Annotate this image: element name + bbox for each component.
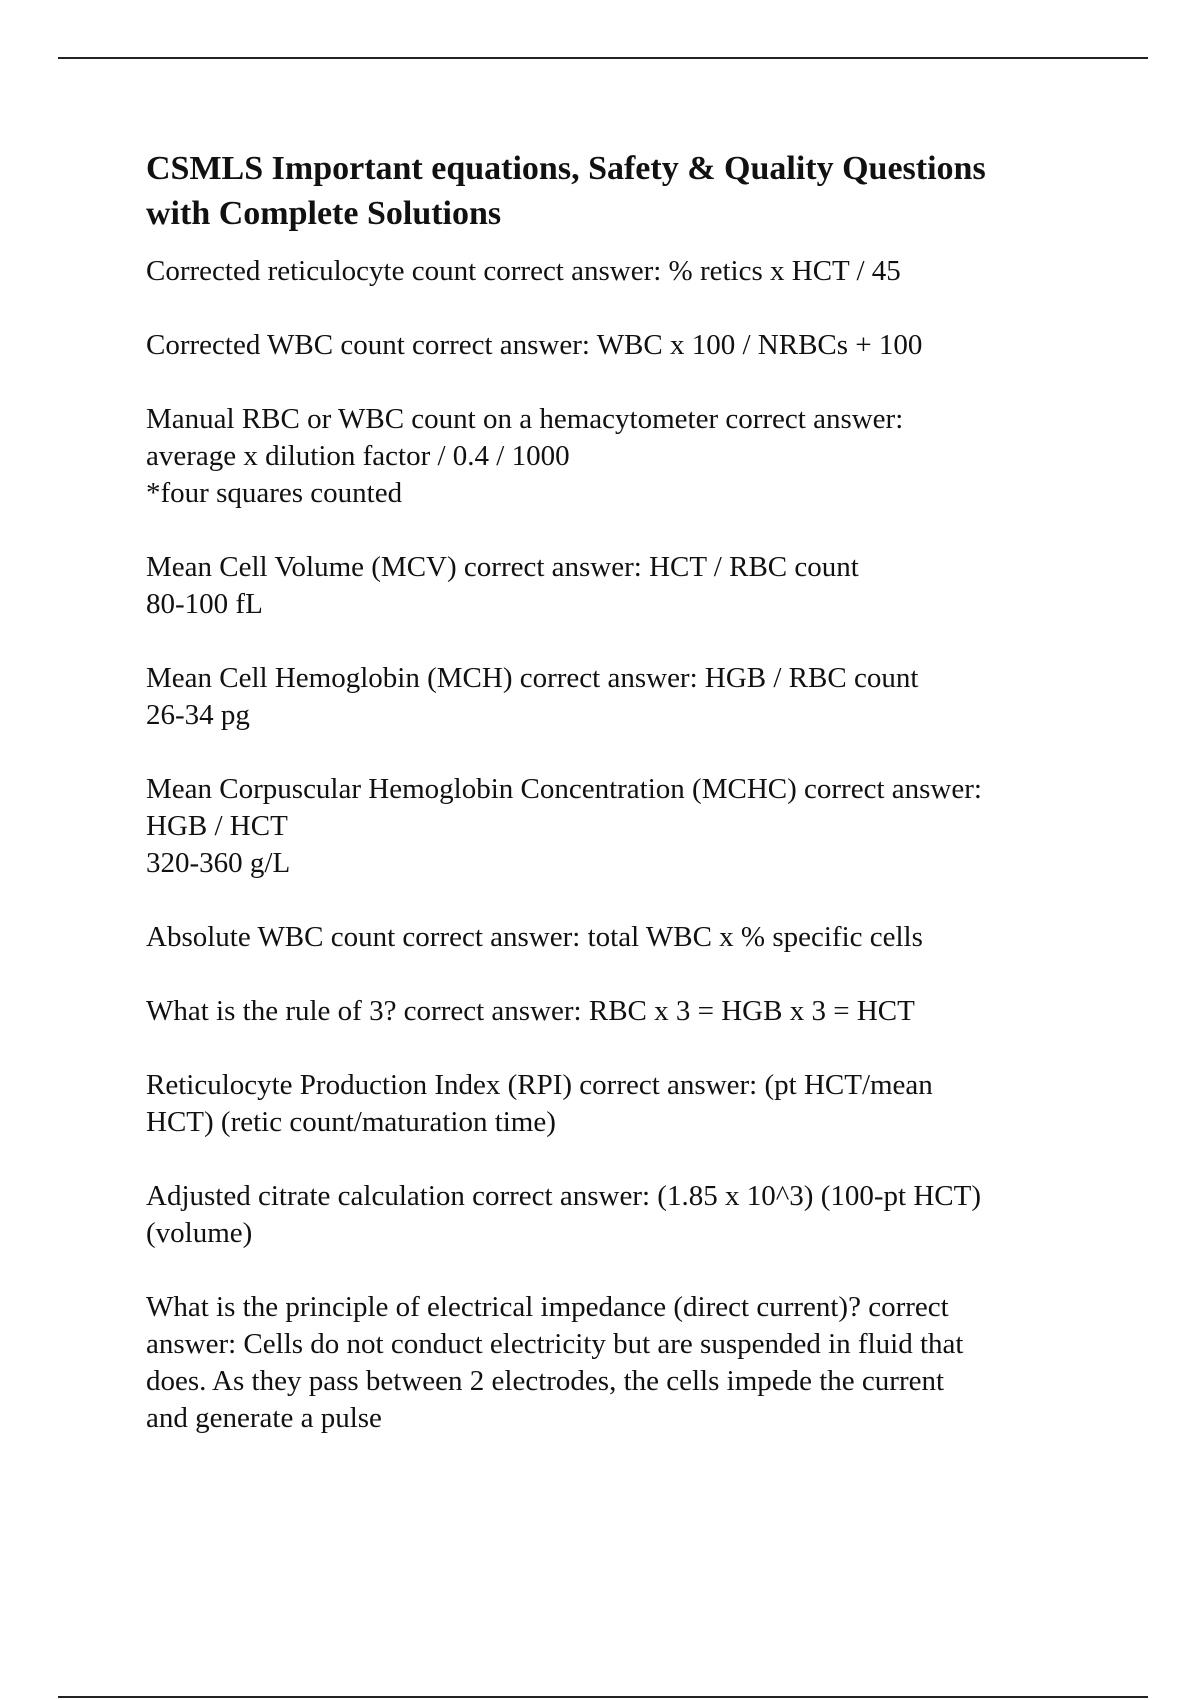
header-rule	[58, 57, 1148, 59]
qa-line: Mean Cell Volume (MCV) correct answer: HCT / RBC count	[146, 551, 859, 583]
qa-item	[146, 1178, 1096, 1252]
qa-item	[146, 253, 1096, 290]
qa-item	[146, 993, 1096, 1030]
qa-line: Mean Cell Hemoglobin (MCH) correct answer: HGB / RBC count	[146, 662, 919, 694]
footer-rule	[58, 1696, 1148, 1698]
qa-line: Adjusted citrate calculation correct answer: (1.85 x 10^3) (100-pt HCT)	[146, 1180, 981, 1212]
document-body	[146, 146, 1096, 1474]
qa-line: average x dilution factor / 0.4 / 1000	[146, 440, 570, 472]
qa-item	[146, 549, 1096, 623]
qa-item	[146, 919, 1096, 956]
qa-line: HCT) (retic count/maturation time)	[146, 1106, 556, 1138]
qa-line: does. As they pass between 2 electrodes, the cells impede the current	[146, 1365, 945, 1397]
qa-item	[146, 771, 1096, 882]
qa-line: Absolute WBC count correct answer: total WBC x % specific cells	[146, 921, 923, 953]
qa-list	[146, 253, 1096, 1437]
document-title	[146, 146, 1096, 236]
qa-item	[146, 660, 1096, 734]
qa-line: What is the rule of 3? correct answer: RBC x 3 = HGB x 3 = HCT	[146, 995, 915, 1027]
qa-line: and generate a pulse	[146, 1402, 382, 1434]
qa-line: (volume)	[146, 1217, 253, 1249]
qa-line: 80-100 fL	[146, 588, 263, 620]
qa-item	[146, 1067, 1096, 1141]
title-line: CSMLS Important equations, Safety & Quality Questions	[146, 150, 986, 187]
qa-line: Corrected WBC count correct answer: WBC x 100 / NRBCs + 100	[146, 329, 923, 361]
qa-line: *four squares counted	[146, 477, 403, 509]
qa-item	[146, 1289, 1096, 1437]
qa-line: Manual RBC or WBC count on a hemacytometer correct answer:	[146, 403, 904, 435]
qa-line: 320-360 g/L	[146, 847, 291, 879]
title-line: with Complete Solutions	[146, 195, 502, 232]
qa-line: Mean Corpuscular Hemoglobin Concentration (MCHC) correct answer:	[146, 773, 982, 805]
qa-line: answer: Cells do not conduct electricity but are suspended in fluid that	[146, 1328, 964, 1360]
qa-item	[146, 327, 1096, 364]
qa-line: Corrected reticulocyte count correct answer: % retics x HCT / 45	[146, 255, 901, 287]
qa-line: HGB / HCT	[146, 810, 288, 842]
qa-line: 26-34 pg	[146, 699, 250, 731]
qa-item	[146, 401, 1096, 512]
qa-line: What is the principle of electrical impedance (direct current)? correct	[146, 1291, 949, 1323]
qa-line: Reticulocyte Production Index (RPI) correct answer: (pt HCT/mean	[146, 1069, 933, 1101]
